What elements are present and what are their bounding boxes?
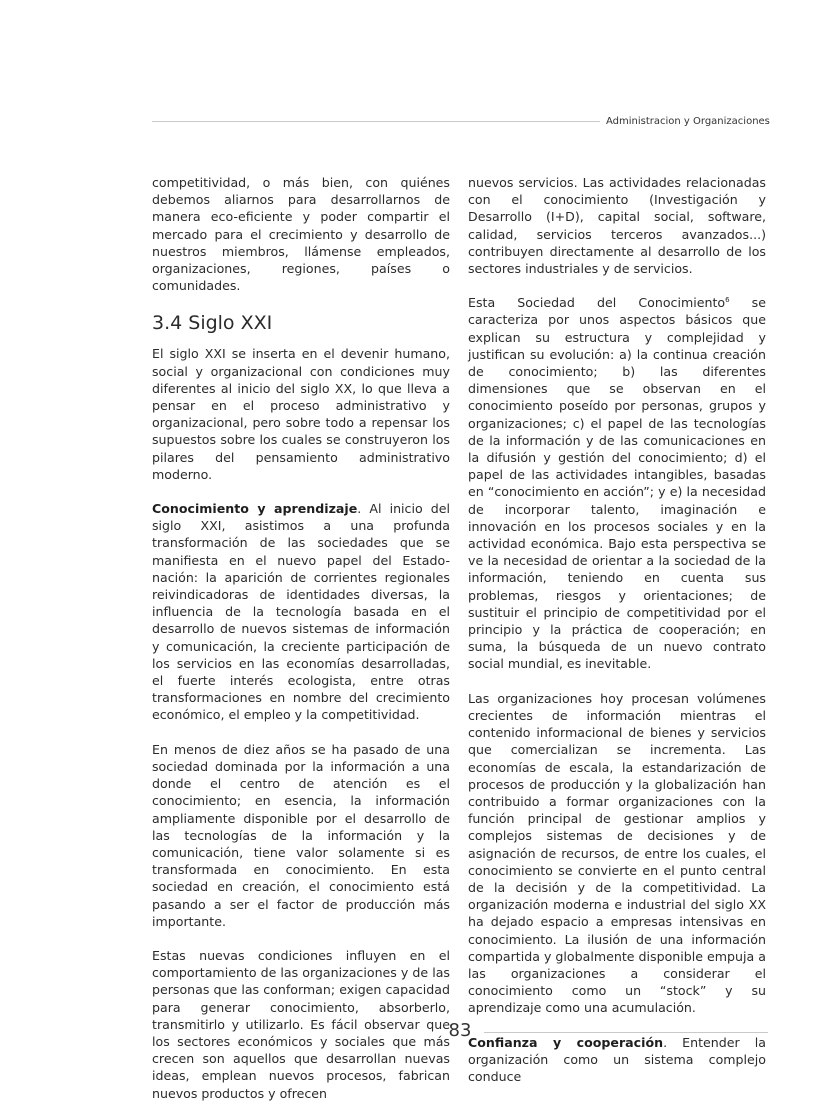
right-column: [468, 174, 766, 1102]
paragraph: El siglo XXI se inserta en el devenir humano, social y organizacional con condiciones muy diferentes al inicio del siglo XX, lo que lleva a pensar en el proceso administrativo y organizacional, pero sobre todo a repensar los supuestos sobre los cuales se construyeron los pilares del pensamiento administrativo moderno.: [152, 346, 450, 482]
paragraph-text: . Al inicio del siglo XXI, asistimos a una profunda transformación de las sociedades que se manifiesta en el nuevo papel del Estado-nación: la aparición de corrientes regionales reivindicadoras de identidades diversas, la influencia de la tecnología basada en el desarrollo de nuevos sistemas de información y comunicación, la creciente participación de los servicios en las economías desarrolladas, el fuerte interés ecologista, entre otras transformaciones en nombre del crecimiento económico, el empleo y la competitividad.: [152, 501, 450, 723]
paragraph-lead: Confianza y cooperación: [468, 1034, 664, 1050]
footnote-ref[interactable]: 6: [725, 296, 730, 305]
paragraph: Las organizaciones hoy procesan volúmenes crecientes de información mientras el contenido informacional de bienes y servicios que comercializan se incrementa. Las economías de escala, la estandarización de procesos de producción y la globalización han contribuido a formar organizaciones con la función principal de gestionar amplios y complejos sistemas de decisiones y de asignación de recursos, de entre los cuales, el conocimiento se convierte en el punto central de la decisión y de la competitividad. La organización moderna e industrial del siglo XX ha dejado espacio a empresas intensivas en conocimiento. La ilusión de una información compartida y globalmente disponible empuja a las organizaciones a considerar el conocimiento como un “stock” y su aprendizaje como una acumulación.: [468, 690, 766, 1016]
paragraph: [152, 500, 450, 724]
paragraph: competitividad, o más bien, con quiénes debemos aliarnos para desarrollarnos de manera eco-eficiente y poder compartir el mercado para el crecimiento y desarrollo de nuestros miembros, llámense empleados, organizaciones, regiones, países o comunidades.: [152, 175, 450, 294]
paragraph-lead: Conocimiento y aprendizaje: [152, 501, 358, 517]
page-number: 83: [448, 1020, 472, 1041]
paragraph: En menos de diez años se ha pasado de una sociedad dominada por la información a una donde el centro de atención es el conocimiento; en esencia, la información ampliamente disponible por el desarrollo de las tecnologías de la información y la comunicación, tiene valor solamente si es transformada en conocimiento. En esta sociedad en creación, el conocimiento está pasando a ser el factor de producción más importante.: [152, 741, 450, 929]
header-rule: [152, 121, 600, 122]
paragraph-text: se caracteriza por unos aspectos básicos que explican su estructura y complejidad y justifican su evolución: a) la continua creación de conocimiento; b) las diferentes dimensiones que se observan en el conocimiento poseído por personas, grupos y organizaciones; c) el papel de las tecnologías de la información y de las comunicaciones en la difusión y gestión del conocimiento; d) el papel de las actividades intangibles, basadas en “conocimiento en acción”; y e) la necesidad de incorporar talento, imaginación e innovación en los procesos sociales y en la actividad económica. Bajo esta perspectiva se ve la necesidad de orientar a la sociedad de la información, teniendo en cuenta sus problemas, riesgos y orientaciones; de sustituir el principio de competitividad por el principio y la práctica de cooperación; en suma, la búsqueda de un nuevo contrato social mundial, es inevitable.: [468, 295, 766, 672]
paragraph: [468, 1034, 766, 1086]
section-title: 3.4 Siglo XXI: [152, 312, 273, 335]
paragraph-text: Esta Sociedad del Conocimiento: [468, 295, 726, 311]
paragraph: [468, 294, 766, 672]
paragraph: nuevos servicios. Las actividades relacionadas con el conocimiento (Investigación y Desarrollo (I+D), capital social, software, calidad, servicios terceros avanzados...) contribuyen directamente al desarrollo de los sectores industriales y de servicios.: [468, 175, 766, 277]
left-column: [152, 174, 450, 1119]
paragraph: Estas nuevas condiciones influyen en el comportamiento de las organizaciones y de las personas que las conforman; exigen capacidad para generar conocimiento, absorberlo, transmitirlo y utilizarlo. Es fácil observar que los sectores económicos y sociales que más crecen son aquellos que desarrollan nuevas ideas, emplean nuevos procesos, fabrican nuevos productos y ofrecen: [152, 947, 450, 1101]
running-header: Administracion y Organizaciones: [606, 116, 770, 127]
paragraph-text: . Entender la organización como un sistema complejo conduce: [468, 1034, 766, 1084]
footer-rule: [484, 1032, 768, 1033]
